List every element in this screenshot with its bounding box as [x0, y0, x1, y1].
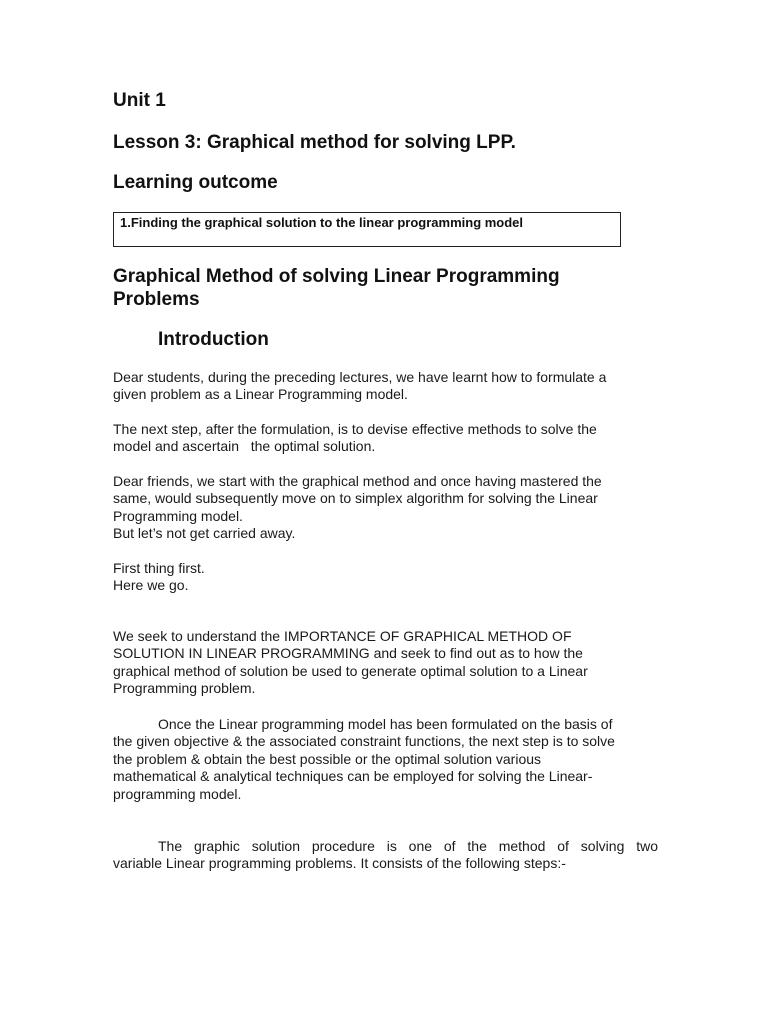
paragraph-line: model and ascertain the optimal solution. [113, 438, 376, 455]
paragraph-line: The next step, after the formulation, is to devise effective methods to solve the [113, 421, 597, 437]
paragraph-line: But let’s not get carried away. [113, 525, 296, 542]
paragraph-line: Programming problem. [113, 680, 256, 697]
section-heading-line-1: Graphical Method of solving Linear Programming [113, 266, 560, 287]
section-heading [113, 265, 633, 311]
paragraph-6 [113, 716, 658, 803]
paragraph-line: SOLUTION IN LINEAR PROGRAMMING and seek to find out as to how the [113, 645, 583, 662]
paragraph-line: same, would subsequently move on to simplex algorithm for solving the Linear [113, 490, 598, 507]
paragraph-line: the given objective & the associated constraint functions, the next step is to solve [113, 733, 615, 750]
learning-outcome-item: 1.Finding the graphical solution to the linear programming model [120, 215, 524, 230]
paragraph-line: Here we go. [113, 577, 189, 594]
paragraph-5 [113, 628, 658, 698]
paragraph-line: the problem & obtain the best possible or the optimal solution various [113, 750, 542, 767]
paragraph-line: First thing first. [113, 560, 205, 576]
paragraph-line: variable Linear programming problems. It consists of the following steps:- [113, 855, 566, 872]
paragraph-4 [113, 560, 658, 595]
paragraph-2 [113, 421, 658, 456]
paragraph-line: mathematical & analytical techniques can be employed for solving the Linear- [113, 768, 593, 785]
paragraph-line: graphical method of solution be used to generate optimal solution to a Linear [113, 662, 588, 679]
unit-heading: Unit 1 [113, 90, 166, 111]
section-heading-line-2: Problems [113, 289, 200, 310]
paragraph-first-line [113, 716, 658, 733]
paragraph-line: Dear friends, we start with the graphical method and once having mastered the [113, 473, 602, 489]
paragraph-1 [113, 369, 658, 404]
paragraph-line: programming model. [113, 785, 242, 802]
lesson-heading: Lesson 3: Graphical method for solving LPP. [113, 132, 516, 153]
paragraph-line: Once the Linear programming model has been formulated on the basis of [158, 716, 613, 732]
learning-outcome-box [113, 212, 621, 247]
paragraph-3 [113, 473, 658, 543]
paragraph-line: given problem as a Linear Programming model. [113, 386, 408, 403]
paragraph-line: We seek to understand the IMPORTANCE OF GRAPHICAL METHOD OF [113, 628, 572, 644]
introduction-heading: Introduction [158, 329, 269, 350]
paragraph-line: Dear students, during the preceding lectures, we have learnt how to formulate a [113, 369, 607, 385]
paragraph-line: Programming model. [113, 507, 243, 524]
paragraph-line: The graphic solution procedure is one of the method of solving two [158, 838, 658, 854]
paragraph-7 [113, 838, 658, 873]
paragraph-first-line [113, 838, 658, 855]
learning-outcome-heading: Learning outcome [113, 172, 278, 193]
